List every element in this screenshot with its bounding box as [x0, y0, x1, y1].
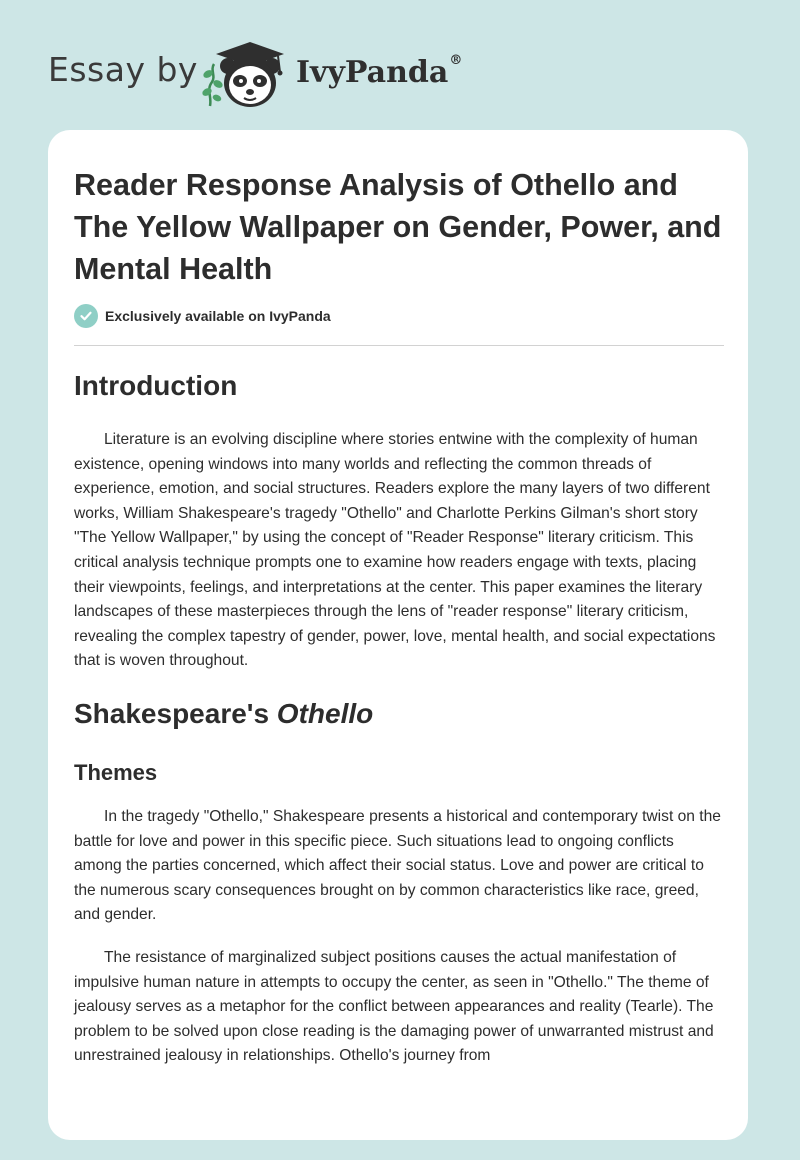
themes-heading: Themes — [74, 760, 158, 785]
brand-name[interactable]: IvyPanda® — [296, 53, 463, 90]
exclusive-badge-text: Exclusively available on IvyPanda — [105, 308, 331, 324]
ivypanda-logo-icon[interactable] — [198, 36, 294, 112]
introduction-heading: Introduction — [74, 370, 238, 401]
essay-by-label: Essay by — [48, 50, 198, 89]
themes-paragraph-2: The resistance of marginalized subject positions causes the actual manifestation of impulsive human nature in attempts to occupy the center, as seen in "Othello." The theme of jealousy serves as a metaphor for the conflict between appearances and reality (Tearle). The problem to be solved upon close reading is the damaging power of unwarranted mistrust and unrestrained jealousy in relationships. Othello's journey from — [74, 949, 714, 1065]
exclusive-badge — [74, 304, 331, 328]
check-badge-icon — [74, 304, 98, 328]
othello-heading: Shakespeare's Othello — [74, 698, 374, 729]
introduction-paragraph: Literature is an evolving discipline where stories entwine with the complexity of human existence, opening windows into many worlds and reflecting the common threads of experience, emotion, and social structures. Readers explore the many layers of two different works, William Shakespeare's tragedy "Othello" and Charlotte Perkins Gilman's short story "The Yellow Wallpaper," by using the concept of "Reader Response" literary criticism. This critical analysis technique prompts one to examine how readers engage with texts, placing their viewpoints, feelings, and interpretations at the center. This paper examines the literary landscapes of these masterpieces through the lens of "reader response" literary criticism, revealing the complex tapestry of gender, power, love, mental health, and social expectations that is woven throughout. — [74, 431, 716, 670]
registered-mark: ® — [449, 53, 463, 68]
article-card — [48, 130, 748, 1140]
themes-paragraph-1: In the tragedy "Othello," Shakespeare presents a historical and contemporary twist on the battle for love and power in this specific piece. Such situations lead to ongoing conflicts among the parties concerned, which affect their social status. Love and power are critical to the numerous scary consequences brought on by common characteristics like race, greed, and gender. — [74, 808, 721, 924]
title-divider — [74, 345, 724, 346]
site-header — [0, 0, 800, 125]
article-title: Reader Response Analysis of Othello and The Yellow Wallpaper on Gender, Power, and Mental Health — [74, 168, 722, 286]
